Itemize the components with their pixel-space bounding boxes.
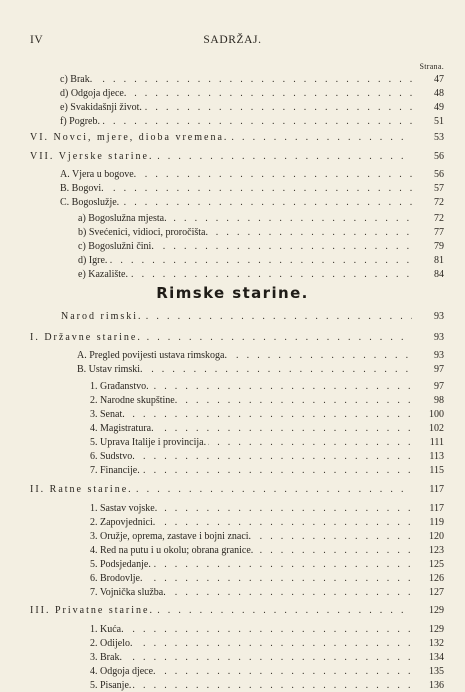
toc-entry (90, 651, 444, 664)
toc-entry-label: B. Bogovi. (60, 183, 104, 194)
toc-entry (60, 101, 444, 114)
toc-entry-label: 2. Odijelo. (90, 638, 133, 649)
toc-entry-page: 77 (414, 226, 444, 239)
toc-entry-label: b) Svećenici, vidioci, proročišta. (78, 227, 208, 238)
toc-entry (90, 422, 444, 435)
toc-entry-page: 136 (414, 679, 444, 692)
toc-entry (90, 586, 444, 599)
toc-entry-label: 4. Red na putu i u okolu; obrana granice. (90, 545, 254, 556)
toc-entry-page: 113 (414, 450, 444, 463)
toc-entry (77, 349, 444, 362)
toc-entry (90, 408, 444, 421)
toc-entry-label: 3. Brak. (90, 652, 122, 663)
toc-entry (78, 212, 444, 225)
toc-entry (30, 604, 444, 617)
toc-entry (30, 331, 444, 344)
toc-entry (60, 115, 444, 128)
toc-entry (78, 240, 444, 253)
toc-entry-page: 48 (414, 87, 444, 100)
toc-entry-label: a) Bogoslužna mjesta. (78, 213, 167, 224)
toc-entry-label: A. Pregled povijesti ustava rimskoga. (77, 350, 227, 361)
toc-entry-label: VI. Novci, mjere, dioba vremena. (30, 132, 229, 143)
toc-entry-page: 117 (414, 483, 444, 496)
toc-entry (60, 168, 444, 181)
section-title: Rimske starine. (156, 284, 309, 302)
toc-entry-label: 7. Vojnička služba. (90, 587, 166, 598)
toc-entry (78, 226, 444, 239)
toc-entry (90, 436, 444, 449)
toc-entry-page: 115 (414, 464, 444, 477)
toc-entry-page: 57 (414, 182, 444, 195)
toc-entry-label: 7. Financije. (90, 465, 140, 476)
toc-entry-page: 56 (414, 168, 444, 181)
toc-entry-label: A. Vjera u bogove. (60, 169, 137, 180)
toc-entry-page: 93 (414, 349, 444, 362)
toc-entry (60, 87, 444, 100)
toc-entry-label: 1. Sastav vojske. (90, 503, 158, 514)
toc-entry (90, 502, 444, 515)
toc-entry-label: 3. Oružje, oprema, zastave i bojni znaci. (90, 531, 252, 542)
page-header-title: SADRŽAJ. (203, 34, 262, 46)
toc-entry-page: 111 (414, 436, 444, 449)
toc-entry-page: 49 (414, 101, 444, 114)
toc-entry-label: 3. Senat. (90, 409, 125, 420)
toc-entry-page: 81 (414, 254, 444, 267)
toc-entry (60, 73, 444, 86)
toc-entry-label: Narod rimski. (61, 311, 143, 322)
toc-entry (78, 268, 444, 281)
dot-leader (90, 623, 412, 636)
toc-entry (78, 254, 444, 267)
toc-entry-page: 135 (414, 665, 444, 678)
toc-entry-label: e) Svakidašnji život. (60, 102, 142, 113)
toc-entry-page: 98 (414, 394, 444, 407)
toc-entry-label: 1. Kuća. (90, 624, 124, 635)
toc-entry-label: C. Bogoslužje. (60, 197, 120, 208)
dot-leader (60, 115, 412, 128)
toc-entry (90, 637, 444, 650)
toc-entry-label: 5. Uprava Italije i provincija. (90, 437, 207, 448)
toc-entry-label: 6. Sudstvo. (90, 451, 135, 462)
toc-entry (90, 530, 444, 543)
toc-entry (30, 483, 444, 496)
toc-entry (77, 363, 444, 376)
toc-entry (90, 464, 444, 477)
dot-leader (60, 182, 412, 195)
dot-leader (78, 254, 412, 267)
toc-entry-page: 84 (414, 268, 444, 281)
toc-entry-label: 2. Zapovjednici. (90, 517, 156, 528)
toc-entry-label: 6. Brodovlje. (90, 573, 143, 584)
toc-entry (30, 131, 444, 144)
toc-entry-page: 102 (414, 422, 444, 435)
dot-leader (90, 450, 412, 463)
dot-leader (90, 637, 412, 650)
toc-entry-label: 5. Pisanje. (90, 680, 132, 691)
toc-entry-page: 100 (414, 408, 444, 421)
toc-entry (90, 450, 444, 463)
toc-entry (90, 394, 444, 407)
toc-entry-page: 126 (414, 572, 444, 585)
toc-entry-label: I. Državne starine. (30, 332, 142, 343)
toc-entry-page: 72 (414, 196, 444, 209)
toc-entry-page: 93 (414, 331, 444, 344)
toc-entry-page: 125 (414, 558, 444, 571)
dot-leader (90, 408, 412, 421)
toc-entry-page: 120 (414, 530, 444, 543)
toc-entry (60, 196, 444, 209)
toc-entry (90, 516, 444, 529)
toc-entry (90, 665, 444, 678)
toc-entry-page: 56 (414, 150, 444, 163)
toc-entry-label: B. Ustav rimski. (77, 364, 143, 375)
toc-entry-page: 129 (414, 604, 444, 617)
toc-entry-label: c) Bogoslužni čini. (78, 241, 154, 252)
toc-entry-page: 132 (414, 637, 444, 650)
toc-entry-page: 127 (414, 586, 444, 599)
toc-entry-label: d) Igre. (78, 255, 108, 266)
toc-entry (60, 182, 444, 195)
toc-entry (90, 558, 444, 571)
toc-entry-label: III. Privatne starine. (30, 605, 154, 616)
page-number: IV (30, 34, 44, 46)
toc-entry-label: 4. Odgoja djece. (90, 666, 156, 677)
toc-entry-label: d) Odgoja djece. (60, 88, 127, 99)
toc-entry-page: 123 (414, 544, 444, 557)
dot-leader (90, 679, 412, 692)
toc-entry-page: 129 (414, 623, 444, 636)
toc-entry (90, 544, 444, 557)
toc-entry-page: 117 (414, 502, 444, 515)
toc-entry-page: 97 (414, 363, 444, 376)
toc-entry-page: 134 (414, 651, 444, 664)
toc-entry-page: 119 (414, 516, 444, 529)
toc-entry (90, 679, 444, 692)
toc-entry (30, 150, 444, 163)
toc-entry-label: 1. Građanstvo. (90, 381, 149, 392)
toc-entry-page: 72 (414, 212, 444, 225)
toc-entry-label: c) Brak. (60, 74, 93, 85)
toc-entry-page: 97 (414, 380, 444, 393)
toc-entry (90, 572, 444, 585)
toc-entry-label: e) Kazalište. (78, 269, 128, 280)
toc-entry-label: 5. Podsjedanje. (90, 559, 151, 570)
toc-entry-page: 79 (414, 240, 444, 253)
toc-entry-page: 47 (414, 73, 444, 86)
page-column-label: Strana. (419, 62, 444, 71)
toc-entry (90, 380, 444, 393)
toc-entry-label: 2. Narodne skupštine. (90, 395, 178, 406)
dot-leader (60, 73, 412, 86)
toc-entry-label: VII. Vjerske starine. (30, 151, 154, 162)
dot-leader (90, 651, 412, 664)
toc-entry-label: 4. Magistratura. (90, 423, 154, 434)
toc-entry-page: 51 (414, 115, 444, 128)
toc-entry-label: II. Ratne starine. (30, 484, 133, 495)
toc-entry-page: 93 (414, 310, 444, 323)
toc-entry (61, 310, 444, 323)
toc-entry-page: 53 (414, 131, 444, 144)
toc-entry (90, 623, 444, 636)
toc-entry-label: f) Pogreb. (60, 116, 100, 127)
